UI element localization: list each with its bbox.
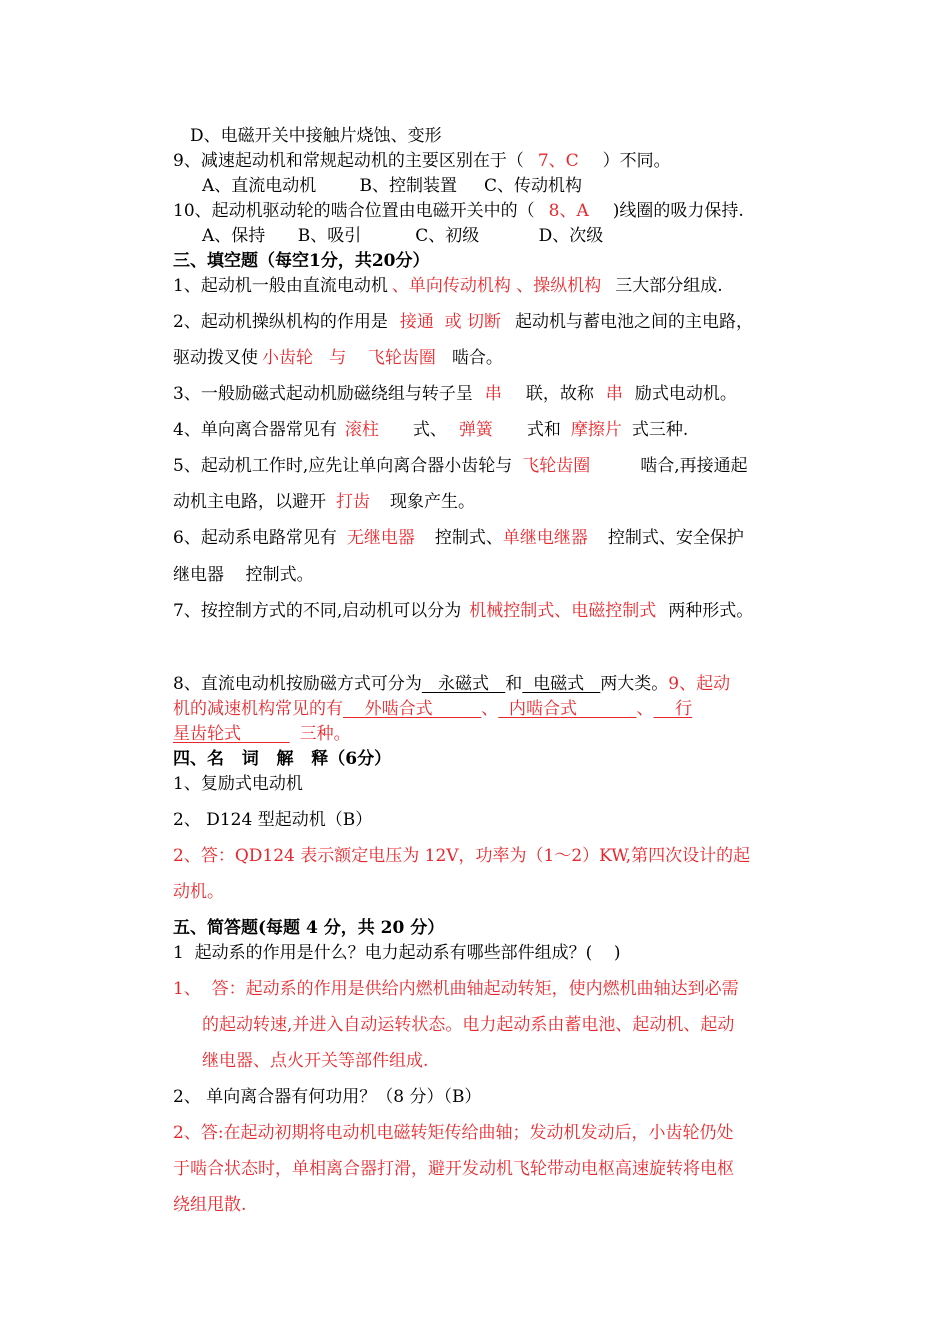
short-a-1: 1、 答：起动系的作用是供给内燃机曲轴起动转矩，使内燃机曲轴达到必需 [173, 979, 739, 999]
fill-8-text-end: 两大类。 [600, 674, 669, 694]
fill-4-text-c: 式和 [526, 420, 561, 440]
fill-6-text-end: 控制式、安全保护 [607, 528, 744, 548]
fill-5-cont-end: 现象产生。 [390, 492, 475, 512]
short-a-2-cont: 于啮合状态时，单相离合器打滑，避开发动机飞轮带动电枢高速旋转将电枢 [173, 1159, 734, 1179]
fill-9-blank-b: 内啮合式 [498, 699, 637, 719]
fill-4-answer-b: 弹簧 [458, 420, 493, 440]
fill-9 [173, 697, 692, 721]
fill-4-text-b: 式、 [412, 420, 447, 440]
fill-8-blank-a: 永磁式 [421, 674, 506, 694]
term-1: 1、复励式电动机 [173, 774, 303, 794]
q10-text: 10、起动机驱动轮的啮合位置由电磁开关中的（ [173, 201, 535, 221]
option-d-line: D、电磁开关中接触片烧蚀、变形 [190, 126, 442, 146]
fill-6-text: 6、起动系电路常见有 [173, 528, 337, 548]
fill-9-start: 9、起动 [668, 674, 731, 694]
fill-2-text: 2、起动机操纵机构的作用是 [173, 312, 388, 332]
q10-answer: 8、A [548, 201, 589, 221]
fill-6-cont: 继电器 控制式。 [173, 565, 314, 585]
fill-9-blank-c: 行 [653, 699, 693, 719]
fill-1-text-end: 三大部分组成. [615, 276, 723, 296]
fill-8-text: 8、直流电动机按励磁方式可分为 [173, 674, 422, 694]
q10-text-end: )线圈的吸力保持. [612, 201, 744, 221]
fill-7-text: 7、按控制方式的不同,启动机可以分为 [173, 601, 462, 621]
q9-text: 9、减速起动机和常规起动机的主要区别在于（ [173, 151, 524, 171]
q9-text-end: ）不同。 [602, 151, 671, 171]
section-4-heading: 四、名 词 解 释（6分） [173, 749, 392, 769]
short-a-2: 2、答:在起动初期将电动机电磁转矩传给曲轴；发动机发动后，小齿轮仍处 [173, 1123, 734, 1143]
fill-5 [173, 454, 748, 478]
fill-4-text-end: 式三种. [631, 420, 689, 440]
fill-8-blank-b: 电磁式 [522, 674, 601, 694]
fill-8-text-mid: 和 [505, 674, 523, 694]
fill-9-blank-c-pad [241, 724, 290, 744]
fill-1-answer: 、单向传动机构 、操纵机构 [391, 276, 602, 296]
fill-3-text-mid: 联，故称 [525, 384, 594, 404]
fill-7 [173, 599, 753, 623]
fill-3-text-end: 励式电动机。 [634, 384, 737, 404]
fill-3-text: 3、一般励磁式起动机励磁绕组与转子呈 [173, 384, 473, 404]
q9-options: A、直流电动机 B、控制装置 C、传动机构 [202, 176, 583, 196]
fill-4-answer-c: 摩擦片 [570, 420, 622, 440]
fill-9-cont [173, 722, 351, 746]
fill-7-answer: 机械控制式、电磁控制式 [469, 601, 657, 621]
fill-2-cont [173, 346, 503, 370]
short-q-1: 1 起动系的作用是什么？电力起动系有哪些部件组成？( ) [173, 943, 621, 963]
fill-2 [173, 310, 753, 334]
fill-5-answer-b: 打齿 [336, 492, 370, 512]
fill-3-answer-b: 串 [605, 384, 623, 404]
fill-6 [173, 526, 744, 550]
term-2-answer: 2、答：QD124 表示额定电压为 12V，功率为（1～2）KW,第四次设计的起 [173, 846, 751, 866]
fill-9-blank-a: 外啮合式 [343, 699, 482, 719]
fill-4 [173, 418, 688, 442]
fill-4-text: 4、单向离合器常见有 [173, 420, 337, 440]
fill-6-answer-a: 无继电器 [346, 528, 415, 548]
fill-9-sep-a: 、 [481, 699, 499, 719]
fill-9-sep-b: 、 [636, 699, 654, 719]
fill-6-answer-b: 单继电继器 [502, 528, 588, 548]
question-10 [173, 199, 744, 223]
fill-2-answer-a: 接通 或 切断 [399, 312, 502, 332]
fill-4-answer-a: 滚柱 [344, 420, 379, 440]
fill-5-cont [173, 490, 475, 514]
fill-5-text-end: 啮合,再接通起 [640, 456, 748, 476]
fill-2-answer-b: 小齿轮 与 飞轮齿圈 [262, 348, 436, 368]
fill-2-cont-end: 啮合。 [451, 348, 503, 368]
short-a-1-cont2: 继电器、点火开关等部件组成. [202, 1051, 429, 1071]
fill-5-answer-a: 飞轮齿圈 [522, 456, 591, 476]
question-9 [173, 149, 671, 173]
fill-9-text-end: 三种。 [299, 724, 351, 744]
fill-5-text: 5、起动机工作时,应先让单向离合器小齿轮与 [173, 456, 513, 476]
fill-9-blank-c-end: 星齿轮式 [173, 724, 241, 744]
short-a-1-cont: 的起动转速,并进入自动运转状态。电力起动系由蓄电池、起动机、起动 [202, 1015, 735, 1035]
term-2: 2、 D124 型起动机（B） [173, 810, 373, 830]
fill-2-cont-text: 驱动拨叉使 [173, 348, 258, 368]
fill-1 [173, 274, 723, 298]
fill-1-text: 1、起动机一般由直流电动机 [173, 276, 388, 296]
fill-3 [173, 382, 737, 406]
fill-3-answer-a: 串 [484, 384, 502, 404]
fill-8 [173, 672, 730, 696]
fill-6-text-b: 控制式、 [434, 528, 503, 548]
fill-9-text: 机的减速机构常见的有 [173, 699, 343, 719]
short-a-2-cont2: 绕组甩散. [173, 1195, 247, 1215]
section-3-heading: 三、填空题（每空1分，共20分） [173, 251, 430, 271]
fill-5-cont-text: 动机主电路，以避开 [173, 492, 326, 512]
term-2-answer-cont: 动机。 [173, 882, 224, 902]
q10-options: A、保持 B、吸引 C、初级 D、次级 [202, 226, 604, 246]
section-5-heading: 五、简答题(每题 4 分，共 20 分） [173, 918, 445, 938]
fill-2-text-end: 起动机与蓄电池之间的主电路， [515, 312, 754, 332]
fill-7-text-end: 两种形式。 [668, 601, 754, 621]
q9-answer: 7、C [537, 151, 579, 171]
short-q-2: 2、 单向离合器有何功用？（8 分）（B） [173, 1087, 482, 1107]
